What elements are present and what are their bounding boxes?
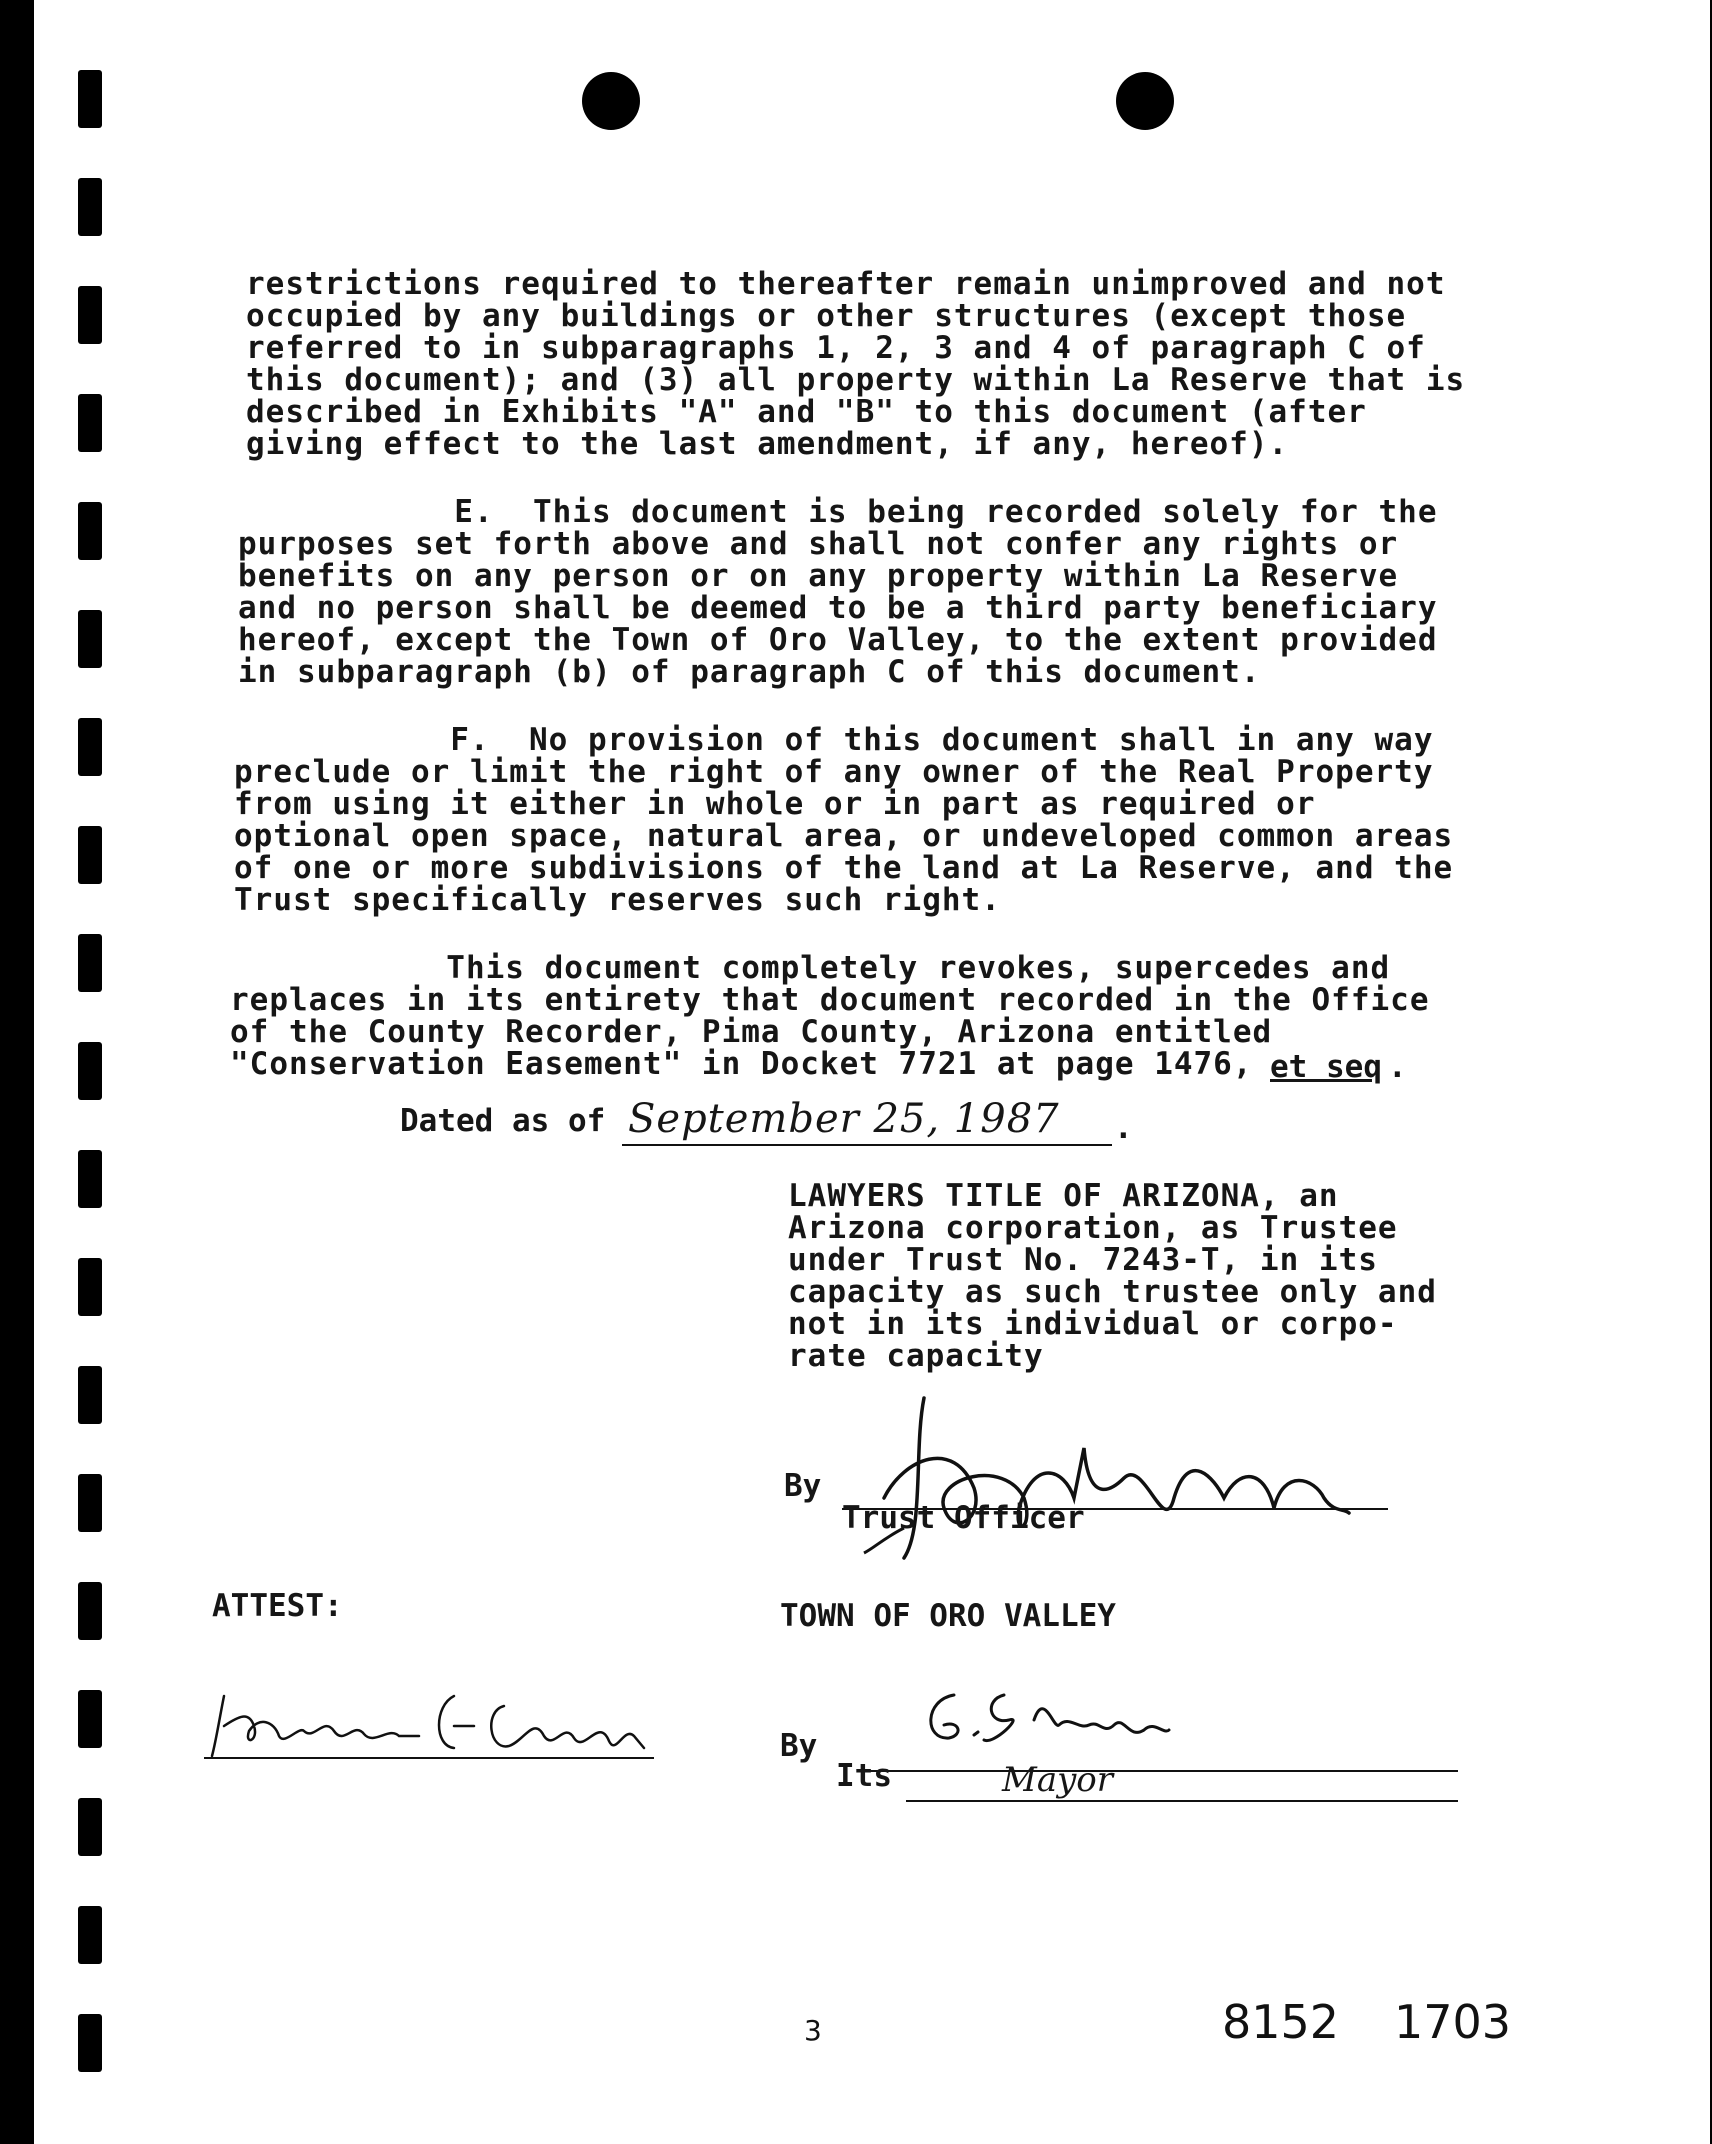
- docket-number: 8152: [1222, 1995, 1340, 2049]
- dated-handwritten: September 25, 1987: [628, 1096, 1060, 1142]
- page-reference: 1703: [1394, 1995, 1512, 2049]
- et-seq-period: .: [1388, 1049, 1407, 1085]
- paragraph-f: F. No provision of this document shall in any way preclude or limit the right of any owner of the Real Property from using it either in whole or in part as required or optional open space, natural area, or undeveloped common areas of one or more subdivisions of the land at La Reserve, and the Trust specifically reserves such right.: [234, 722, 1454, 918]
- mayor-signature: [914, 1680, 1194, 1760]
- punch-hole-left: [582, 72, 640, 130]
- tractor-feed-strip: [78, 60, 106, 2100]
- mayor-signature-line: [864, 1770, 1458, 1772]
- attest-signature: [204, 1676, 674, 1766]
- trust-officer-label: Trust Officer: [842, 1500, 1085, 1536]
- revocation-text: This document completely revokes, supercedes and replaces in its entirety that document recorded in the Office of the County Recorder, Pima County, Arizona entitled "Conservation Easement" in Docket 7721 at page 1476,: [230, 950, 1430, 1082]
- attest-label: ATTEST:: [212, 1588, 343, 1624]
- trust-officer-signature: [844, 1388, 1404, 1568]
- document-page: [34, 0, 1710, 2144]
- town-label: TOWN OF ORO VALLEY: [780, 1598, 1116, 1634]
- its-line: [906, 1800, 1458, 1802]
- et-seq-text: et seq: [1270, 1049, 1382, 1085]
- dated-underline: [622, 1144, 1112, 1146]
- paragraph-e: E. This document is being recorded solely for the purposes set forth above and shall not confer any rights or benefits on any person or on any property within La Reserve and no person shall be deemed to be a third party beneficiary hereof, except the Town of Oro Valley, to the extent provided in subparagraph (b) of paragraph C of this document.: [238, 494, 1438, 690]
- by-label-trustee: By: [784, 1468, 822, 1504]
- its-handwritten: Mayor: [1002, 1760, 1114, 1800]
- paragraph-d-continuation: restrictions required to thereafter remain unimproved and not occupied by any buildings or other structures (except those referred to in subparagraphs 1, 2, 3 and 4 of paragraph C of this document); and (3) all property within La Reserve that is described in Exhibits "A" and "B" to this document (after giving effect to the last amendment, if any, hereof).: [246, 266, 1466, 462]
- page-number: 3: [804, 2014, 822, 2047]
- its-label: Its: [836, 1758, 892, 1794]
- dated-label: Dated as of: [400, 1103, 606, 1139]
- dated-period: .: [1114, 1110, 1133, 1146]
- punch-hole-right: [1116, 72, 1174, 130]
- by-label-town: By: [780, 1728, 818, 1764]
- trustee-block: LAWYERS TITLE OF ARIZONA, an Arizona corporation, as Trustee under Trust No. 7243-T, in its capacity as such trustee only and not in its individual or corpo- rate capacity: [788, 1178, 1437, 1374]
